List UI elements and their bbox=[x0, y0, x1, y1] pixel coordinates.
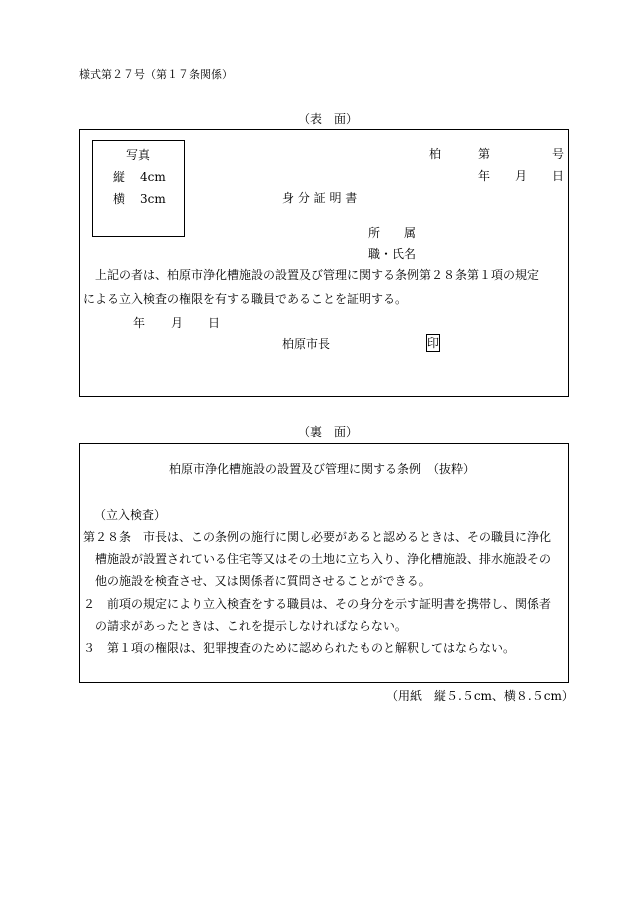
seal-stamp: 印 bbox=[427, 336, 440, 350]
serial-city-char: 柏 bbox=[429, 147, 442, 161]
certificate-body-line-2: による立入検査の権限を有する職員であることを証明する。 bbox=[83, 292, 408, 306]
date-bottom-day: 日 bbox=[208, 316, 221, 330]
article-28-line-3: 他の施設を検査させ、又は関係者に質問させることができる。 bbox=[83, 574, 431, 588]
date-bottom-month: 月 bbox=[171, 316, 184, 330]
front-card bbox=[79, 129, 569, 397]
section-caption: （立入検査） bbox=[94, 508, 167, 522]
paper-size-note: （用紙 縦５.５cm、横８.５cm） bbox=[386, 689, 574, 703]
serial-dai: 第 bbox=[478, 147, 491, 161]
back-card bbox=[79, 443, 569, 683]
ordinance-title: 柏原市浄化槽施設の設置及び管理に関する条例 （抜粋） bbox=[169, 462, 476, 476]
photo-height-label: 縦 bbox=[113, 170, 126, 184]
paragraph-2-line-2: の請求があったときは、これを提示しなければならない。 bbox=[83, 619, 407, 633]
paragraph-2-line-1: ２ 前項の規定により立入検査をする職員は、その身分を示す証明書を携帯し、関係者 bbox=[83, 597, 552, 611]
serial-go: 号 bbox=[552, 147, 565, 161]
certificate-title: 身 分 証 明 書 bbox=[282, 191, 358, 205]
name-label: 職・氏名 bbox=[368, 247, 417, 261]
date-bottom-year: 年 bbox=[133, 316, 146, 330]
issuer: 柏原市長 bbox=[282, 337, 331, 351]
photo-label: 写真 bbox=[126, 148, 151, 162]
back-heading: （裏 面） bbox=[298, 425, 359, 439]
form-number: 様式第２７号（第１７条関係） bbox=[79, 68, 233, 81]
photo-width-label: 横 bbox=[113, 192, 126, 206]
article-28-line-1: 第２８条 市長は、この条例の施行に関し必要があると認めるときは、その職員に浄化 bbox=[83, 530, 552, 544]
article-28-line-2: 槽施設が設置されている住宅等又はその土地に立ち入り、浄化槽施設、排水施設その bbox=[83, 552, 552, 566]
photo-box bbox=[92, 140, 185, 237]
paragraph-3-line-1: ３ 第１項の権限は、犯罪捜査のために認められたものと解釈してはならない。 bbox=[83, 641, 516, 655]
photo-width-value: 3cm bbox=[140, 192, 166, 206]
date-top-year: 年 bbox=[478, 169, 491, 183]
front-heading: （表 面） bbox=[298, 112, 359, 126]
affiliation-label: 所 属 bbox=[368, 226, 417, 240]
photo-height-value: 4cm bbox=[140, 170, 166, 184]
date-top-month: 月 bbox=[515, 169, 528, 183]
certificate-body-line-1: 上記の者は、柏原市浄化槽施設の設置及び管理に関する条例第２８条第１項の規定 bbox=[83, 268, 540, 282]
date-top-day: 日 bbox=[552, 169, 565, 183]
